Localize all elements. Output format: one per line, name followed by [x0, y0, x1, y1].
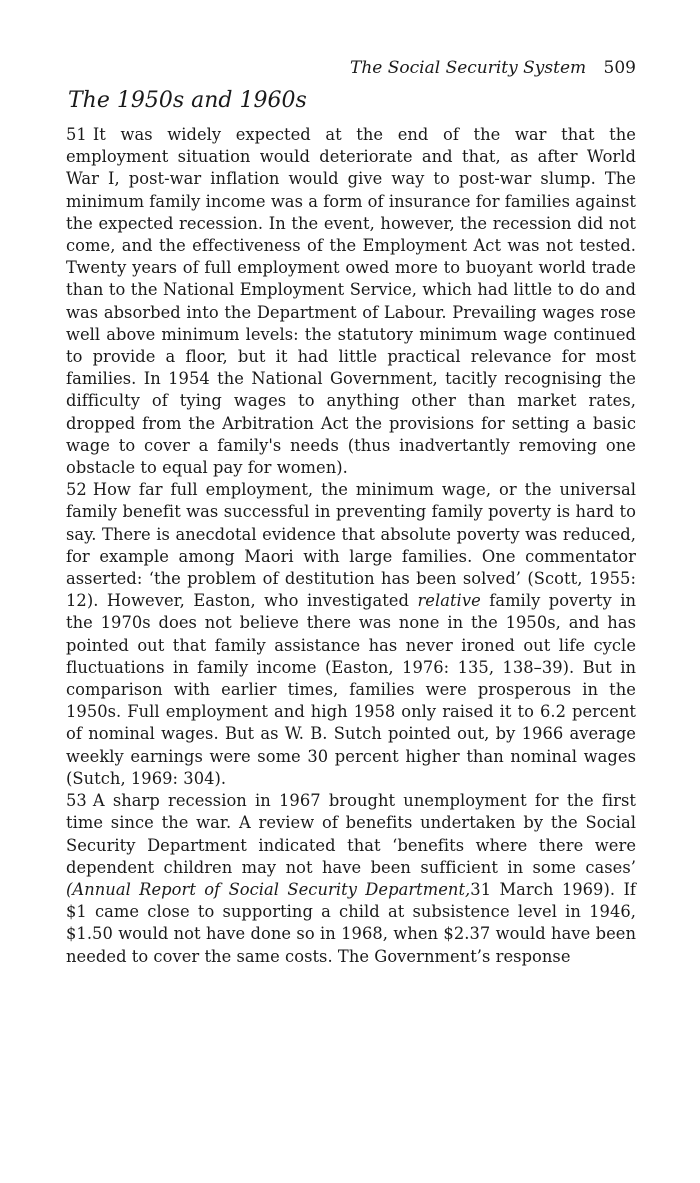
running-head-title: The Social Security System — [350, 58, 587, 78]
running-head — [350, 58, 636, 78]
paragraph-text: family poverty in the 1970s does not believe there was none in the 1950s, and has pointed out that family assistance has never ironed out life cycle fluctuations in family income (Easton, 1976: 135, 138–39). But in comparison with earlier times, families were prosperous in the 1950s. Full employment and high 1958 only raised it to 6.2 percent of nominal wages. But as W. B. Sutch pointed out, by 1966 average weekly earnings were some 30 percent higher than nominal wages (Sutch, 1969: 304). — [66, 591, 636, 788]
emphasis-text: relative — [417, 591, 481, 611]
section-title: The 1950s and 1960s — [68, 88, 307, 113]
paragraph-53 — [66, 790, 636, 968]
paragraph-text: 31 March 1969). If $1 came close to supporting a child at subsistence level in 1946, $1.50 would not have done so in 1968, when $2.37 would have been needed to cover the same costs. The Government’s response — [66, 879, 637, 966]
body-text — [66, 124, 636, 968]
paragraph-number: 51 — [66, 125, 87, 144]
paragraph-text: A sharp recession in 1967 brought unemployment for the first time since the war. A review of benefits undertaken by the Social Security Department indicated that ‘benefits where there were dependent children may not have been sufficient in some cases’ — [66, 791, 636, 877]
page-number: 509 — [603, 58, 636, 78]
paragraph-number: 52 — [66, 480, 87, 500]
paragraph-text: It was widely expected at the end of the war that the employment situation would deteriorate and that, as after World War I, post-war inflation would give way to post-war slump. The minimum family income was a form of insurance for families against the expected recession. In the event, however, the recession did not come, and the effectiveness of the Employment Act was not tested. Twenty years of full employment owed more to buoyant world trade than to the National Employment Service, which had little to do and was absorbed into the Department of Labour. Prevailing wages rose well above minimum levels: the statutory minimum wage continued to provide a floor, but it had little practical relevance for most families. In 1954 the National Government, tacitly recognising the difficulty of tying wages to anything other than market rates, dropped from the Arbitration Act the provisions for setting a basic wage to cover a family's needs (thus inadvertantly removing one obstacle to equal pay for women). — [66, 125, 636, 478]
paragraph-52 — [66, 479, 636, 790]
paragraph-text: How far full employment, the minimum wage, or the universal family benefit was successful in preventing family poverty is hard to say. There is anecdotal evidence that absolute poverty was reduced, for example among Maori with large families. One commentator asserted: ‘the problem of destitution has been solved’ (Scott, 1955: 12). However, Easton, who investigated — [66, 480, 636, 611]
paragraph-51 — [66, 124, 636, 479]
citation-text: (Annual Report of Social Security Department, — [66, 879, 471, 899]
paragraph-number: 53 — [66, 791, 87, 811]
